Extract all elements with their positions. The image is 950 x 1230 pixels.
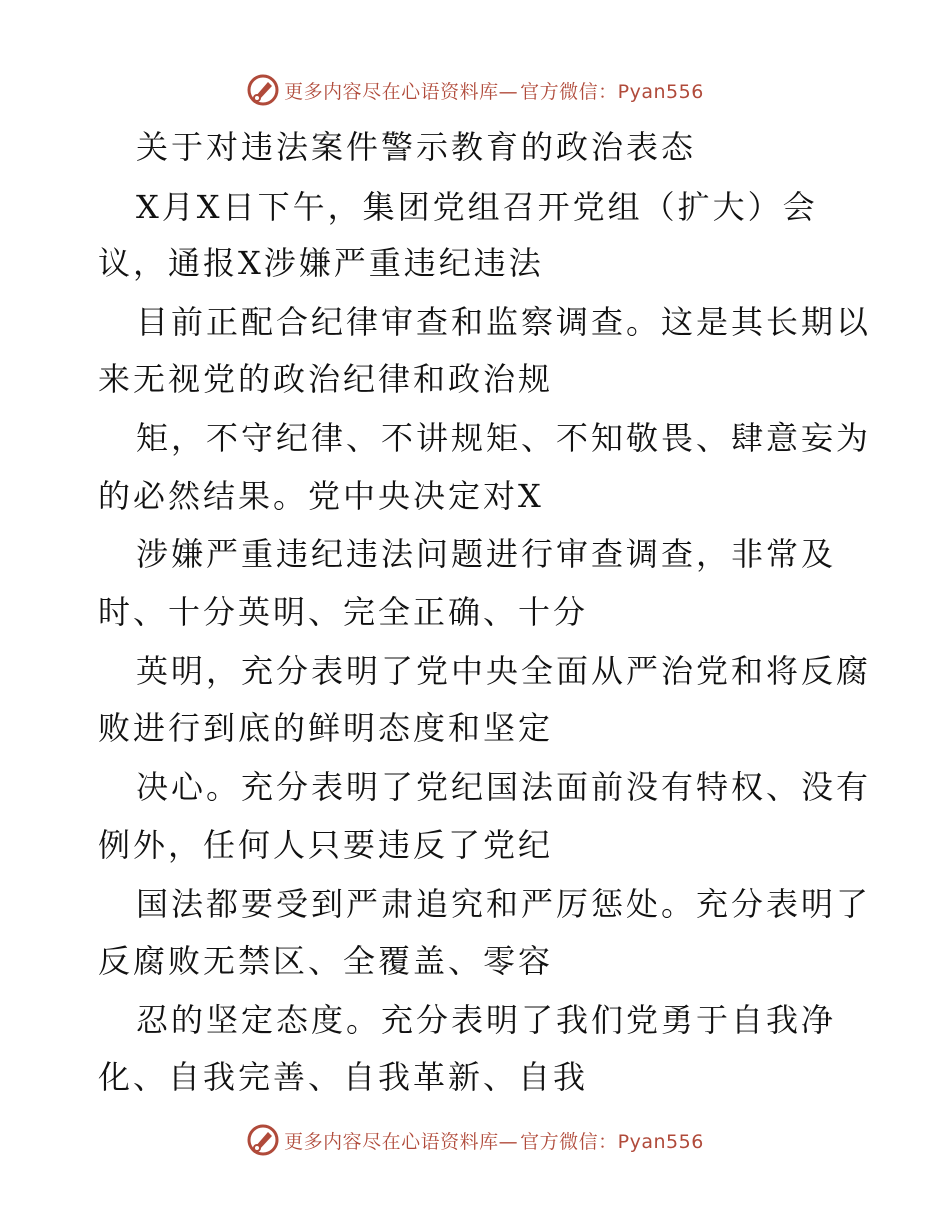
footer-wechat: 官方微信：Pyan556	[520, 1130, 704, 1153]
document-title: 关于对违法案件警示教育的政治表态	[136, 128, 697, 166]
brand-logo-icon	[246, 1123, 280, 1157]
footer-watermark	[0, 1122, 950, 1158]
paragraph-line: 化、自我完善、自我革新、自我	[98, 1058, 589, 1096]
paragraph-line: 决心。充分表明了党纪国法面前没有特权、没有	[136, 768, 872, 806]
footer-separator: —	[498, 1130, 519, 1153]
paragraph-line: 例外，任何人只要违反了党纪	[98, 826, 554, 864]
paragraph-line: 忍的坚定态度。充分表明了我们党勇于自我净	[136, 1001, 837, 1039]
paragraph-line: 国法都要受到严肃追究和严厉惩处。充分表明了	[136, 885, 872, 923]
paragraph-line: 目前正配合纪律审查和监察调查。这是其长期以	[136, 303, 872, 341]
paragraph-line: 涉嫌严重违纪违法问题进行审查调查，非常及	[136, 535, 837, 573]
brand-logo-icon	[246, 73, 280, 107]
header-separator: —	[498, 80, 519, 103]
paragraph-line: 英明，充分表明了党中央全面从严治党和将反腐	[136, 652, 872, 690]
paragraph-line: 矩，不守纪律、不讲规矩、不知敬畏、肆意妄为	[136, 419, 872, 457]
paragraph-line: 败进行到底的鲜明态度和坚定	[98, 709, 554, 747]
header-watermark	[0, 72, 950, 108]
paragraph-line: 反腐败无禁区、全覆盖、零容	[98, 942, 554, 980]
paragraph-line: 议，通报X涉嫌严重违纪违法	[98, 244, 544, 282]
paragraph-line: 时、十分英明、完全正确、十分	[98, 593, 589, 631]
header-wechat: 官方微信：Pyan556	[520, 80, 704, 103]
paragraph-line: 的必然结果。党中央决定对X	[98, 477, 544, 515]
paragraph-line: 来无视党的政治纪律和政治规	[98, 360, 554, 398]
header-slogan: 更多内容尽在心语资料库	[284, 80, 499, 103]
footer-slogan: 更多内容尽在心语资料库	[284, 1130, 499, 1153]
paragraph-line: X月X日下午，集团党组召开党组（扩大）会	[136, 188, 818, 226]
